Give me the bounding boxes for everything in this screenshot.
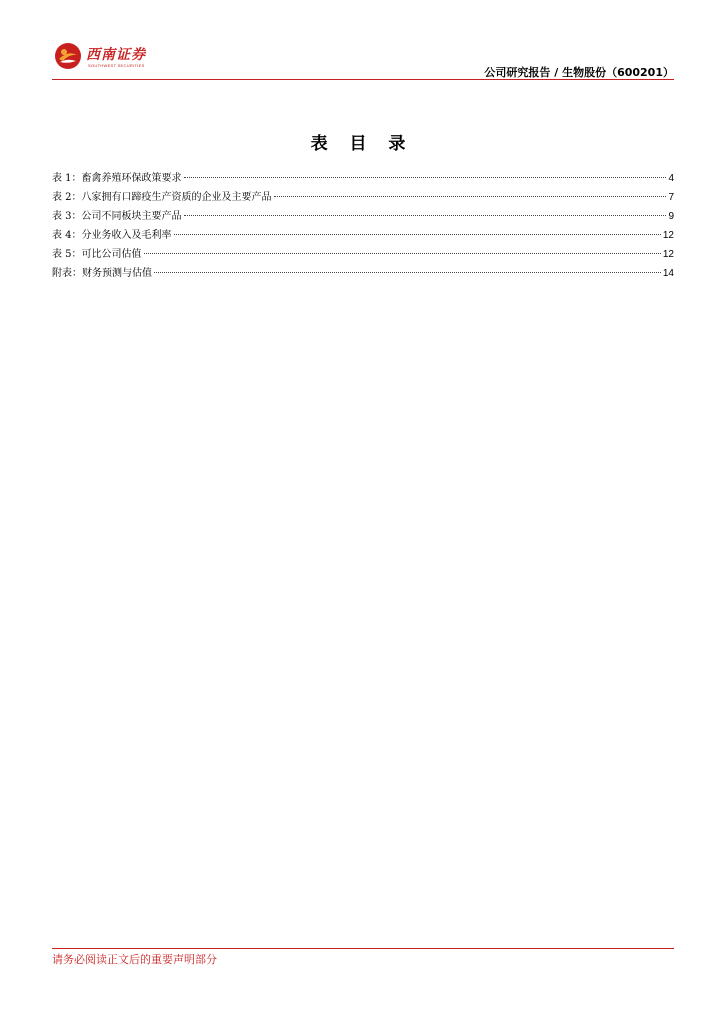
toc-entry-label: 表 4：分业务收入及毛利率 xyxy=(52,230,172,241)
toc-entry-page: 4 xyxy=(668,173,674,184)
toc-entry-label: 表 5：可比公司估值 xyxy=(52,249,142,260)
toc-leader-dots xyxy=(184,177,667,178)
toc-entry-page: 14 xyxy=(662,268,674,279)
toc-entry[interactable] xyxy=(52,226,674,245)
toc-entry[interactable] xyxy=(52,169,674,188)
toc-leader-dots xyxy=(144,253,661,254)
toc-entry-label: 附表：财务预测与估值 xyxy=(52,268,152,279)
toc-entry-page: 9 xyxy=(668,211,674,222)
footer-disclaimer: 请务必阅读正文后的重要声明部分 xyxy=(52,953,217,966)
toc-leader-dots xyxy=(184,215,667,216)
toc-leader-dots xyxy=(154,272,661,273)
logo-emblem-icon xyxy=(54,42,82,70)
toc-entry-page: 7 xyxy=(668,192,674,203)
toc-entry[interactable] xyxy=(52,188,674,207)
table-of-tables xyxy=(52,169,674,283)
footer-divider xyxy=(52,948,674,949)
toc-leader-dots xyxy=(174,234,661,235)
logo-name: 西南证券 xyxy=(86,47,146,63)
toc-entry[interactable] xyxy=(52,207,674,226)
logo-subtitle: SOUTHWEST SECURITIES xyxy=(88,63,145,68)
report-header-title: 公司研究报告 / 生物股份（600201） xyxy=(484,66,674,79)
toc-entry[interactable] xyxy=(52,264,674,283)
toc-entry-label: 表 1：畜禽养殖环保政策要求 xyxy=(52,173,182,184)
toc-entry-label: 表 2：八家拥有口蹄疫生产资质的企业及主要产品 xyxy=(52,192,272,203)
page-header xyxy=(52,40,674,80)
toc-entry[interactable] xyxy=(52,245,674,264)
toc-entry-label: 表 3：公司不同板块主要产品 xyxy=(52,211,182,222)
toc-entry-page: 12 xyxy=(662,249,674,260)
toc-leader-dots xyxy=(274,196,667,197)
toc-title: 表 目 录 xyxy=(310,134,414,154)
toc-entry-page: 12 xyxy=(662,230,674,241)
company-logo xyxy=(52,40,162,76)
header-divider xyxy=(52,79,674,80)
